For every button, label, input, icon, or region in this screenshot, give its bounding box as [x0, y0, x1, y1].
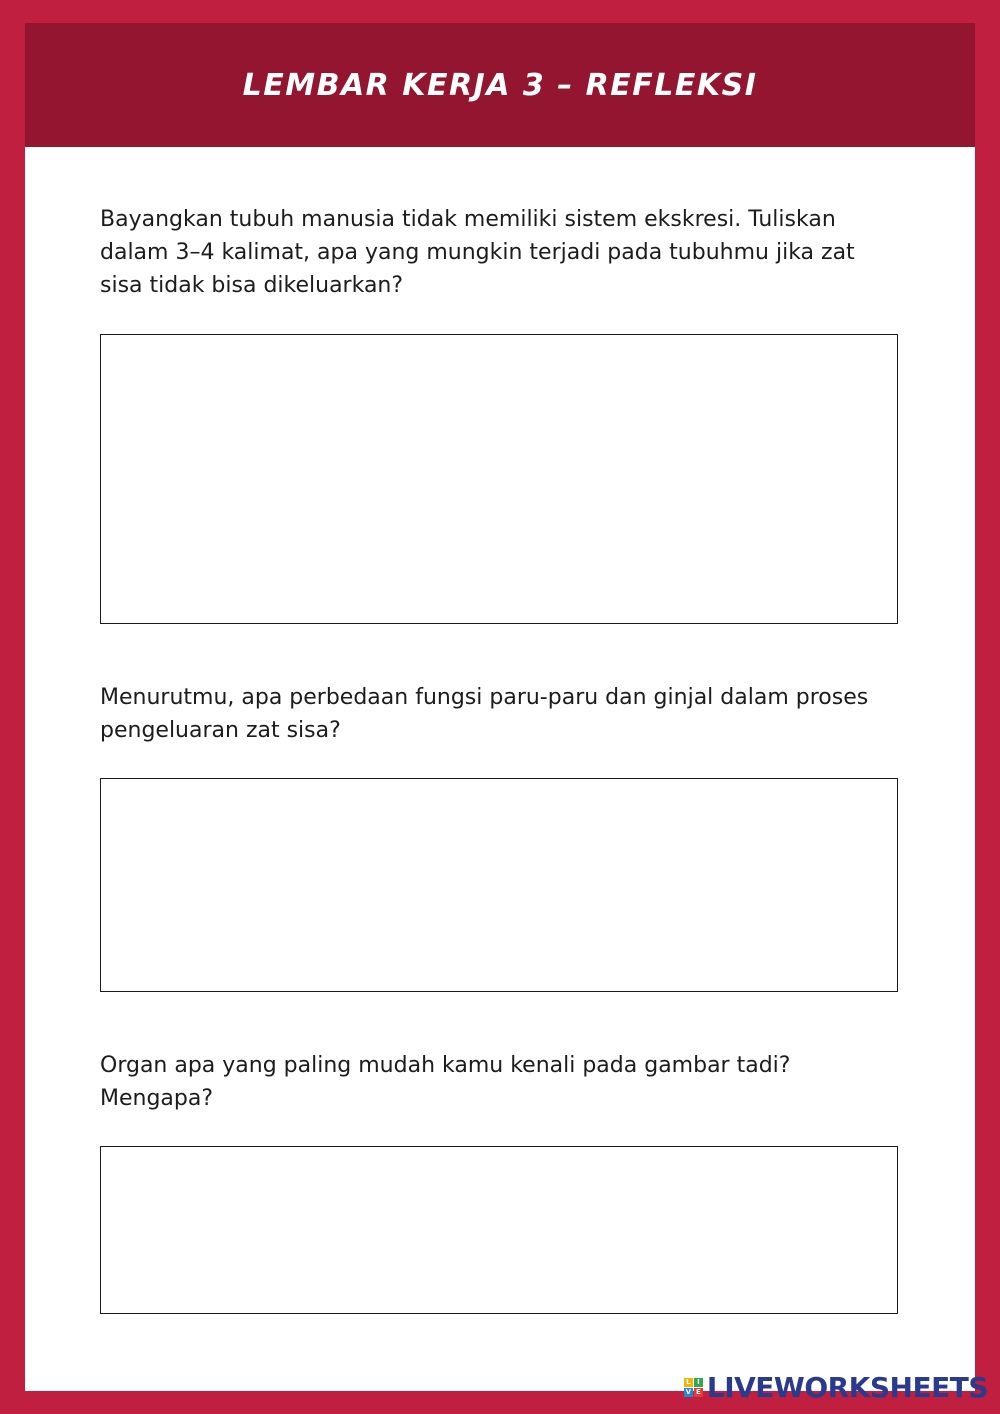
logo-letter-v: V [685, 1388, 692, 1396]
answer-box-2[interactable] [100, 778, 898, 992]
page-title: LEMBAR KERJA 3 – REFLEKSI [242, 67, 758, 103]
logo-letter-e: E [694, 1388, 703, 1397]
logo-letter-l: L [684, 1378, 693, 1387]
question-1-text: Bayangkan tubuh manusia tidak memiliki sistem ekskresi. Tuliskan dalam 3–4 kalimat, apa yang mungkin terjadi pada tubuhmu jika zat sisa tidak bisa dikeluarkan? [100, 207, 855, 298]
answer-box-1[interactable] [100, 334, 898, 624]
question-3-text: Organ apa yang paling mudah kamu kenali pada gambar tadi? Mengapa? [100, 1053, 791, 1111]
liveworksheets-logo-icon [684, 1378, 703, 1397]
question-2-text: Menurutmu, apa perbedaan fungsi paru-paru dan ginjal dalam proses pengeluaran zat sisa? [100, 685, 869, 743]
answer-box-3[interactable] [100, 1146, 898, 1314]
header-banner [25, 23, 975, 147]
watermark-text: LIVEWORKSHEETS [706, 1371, 988, 1404]
worksheet-page [25, 23, 975, 1391]
logo-letter-i: I [694, 1378, 703, 1387]
liveworksheets-watermark [684, 1371, 988, 1404]
